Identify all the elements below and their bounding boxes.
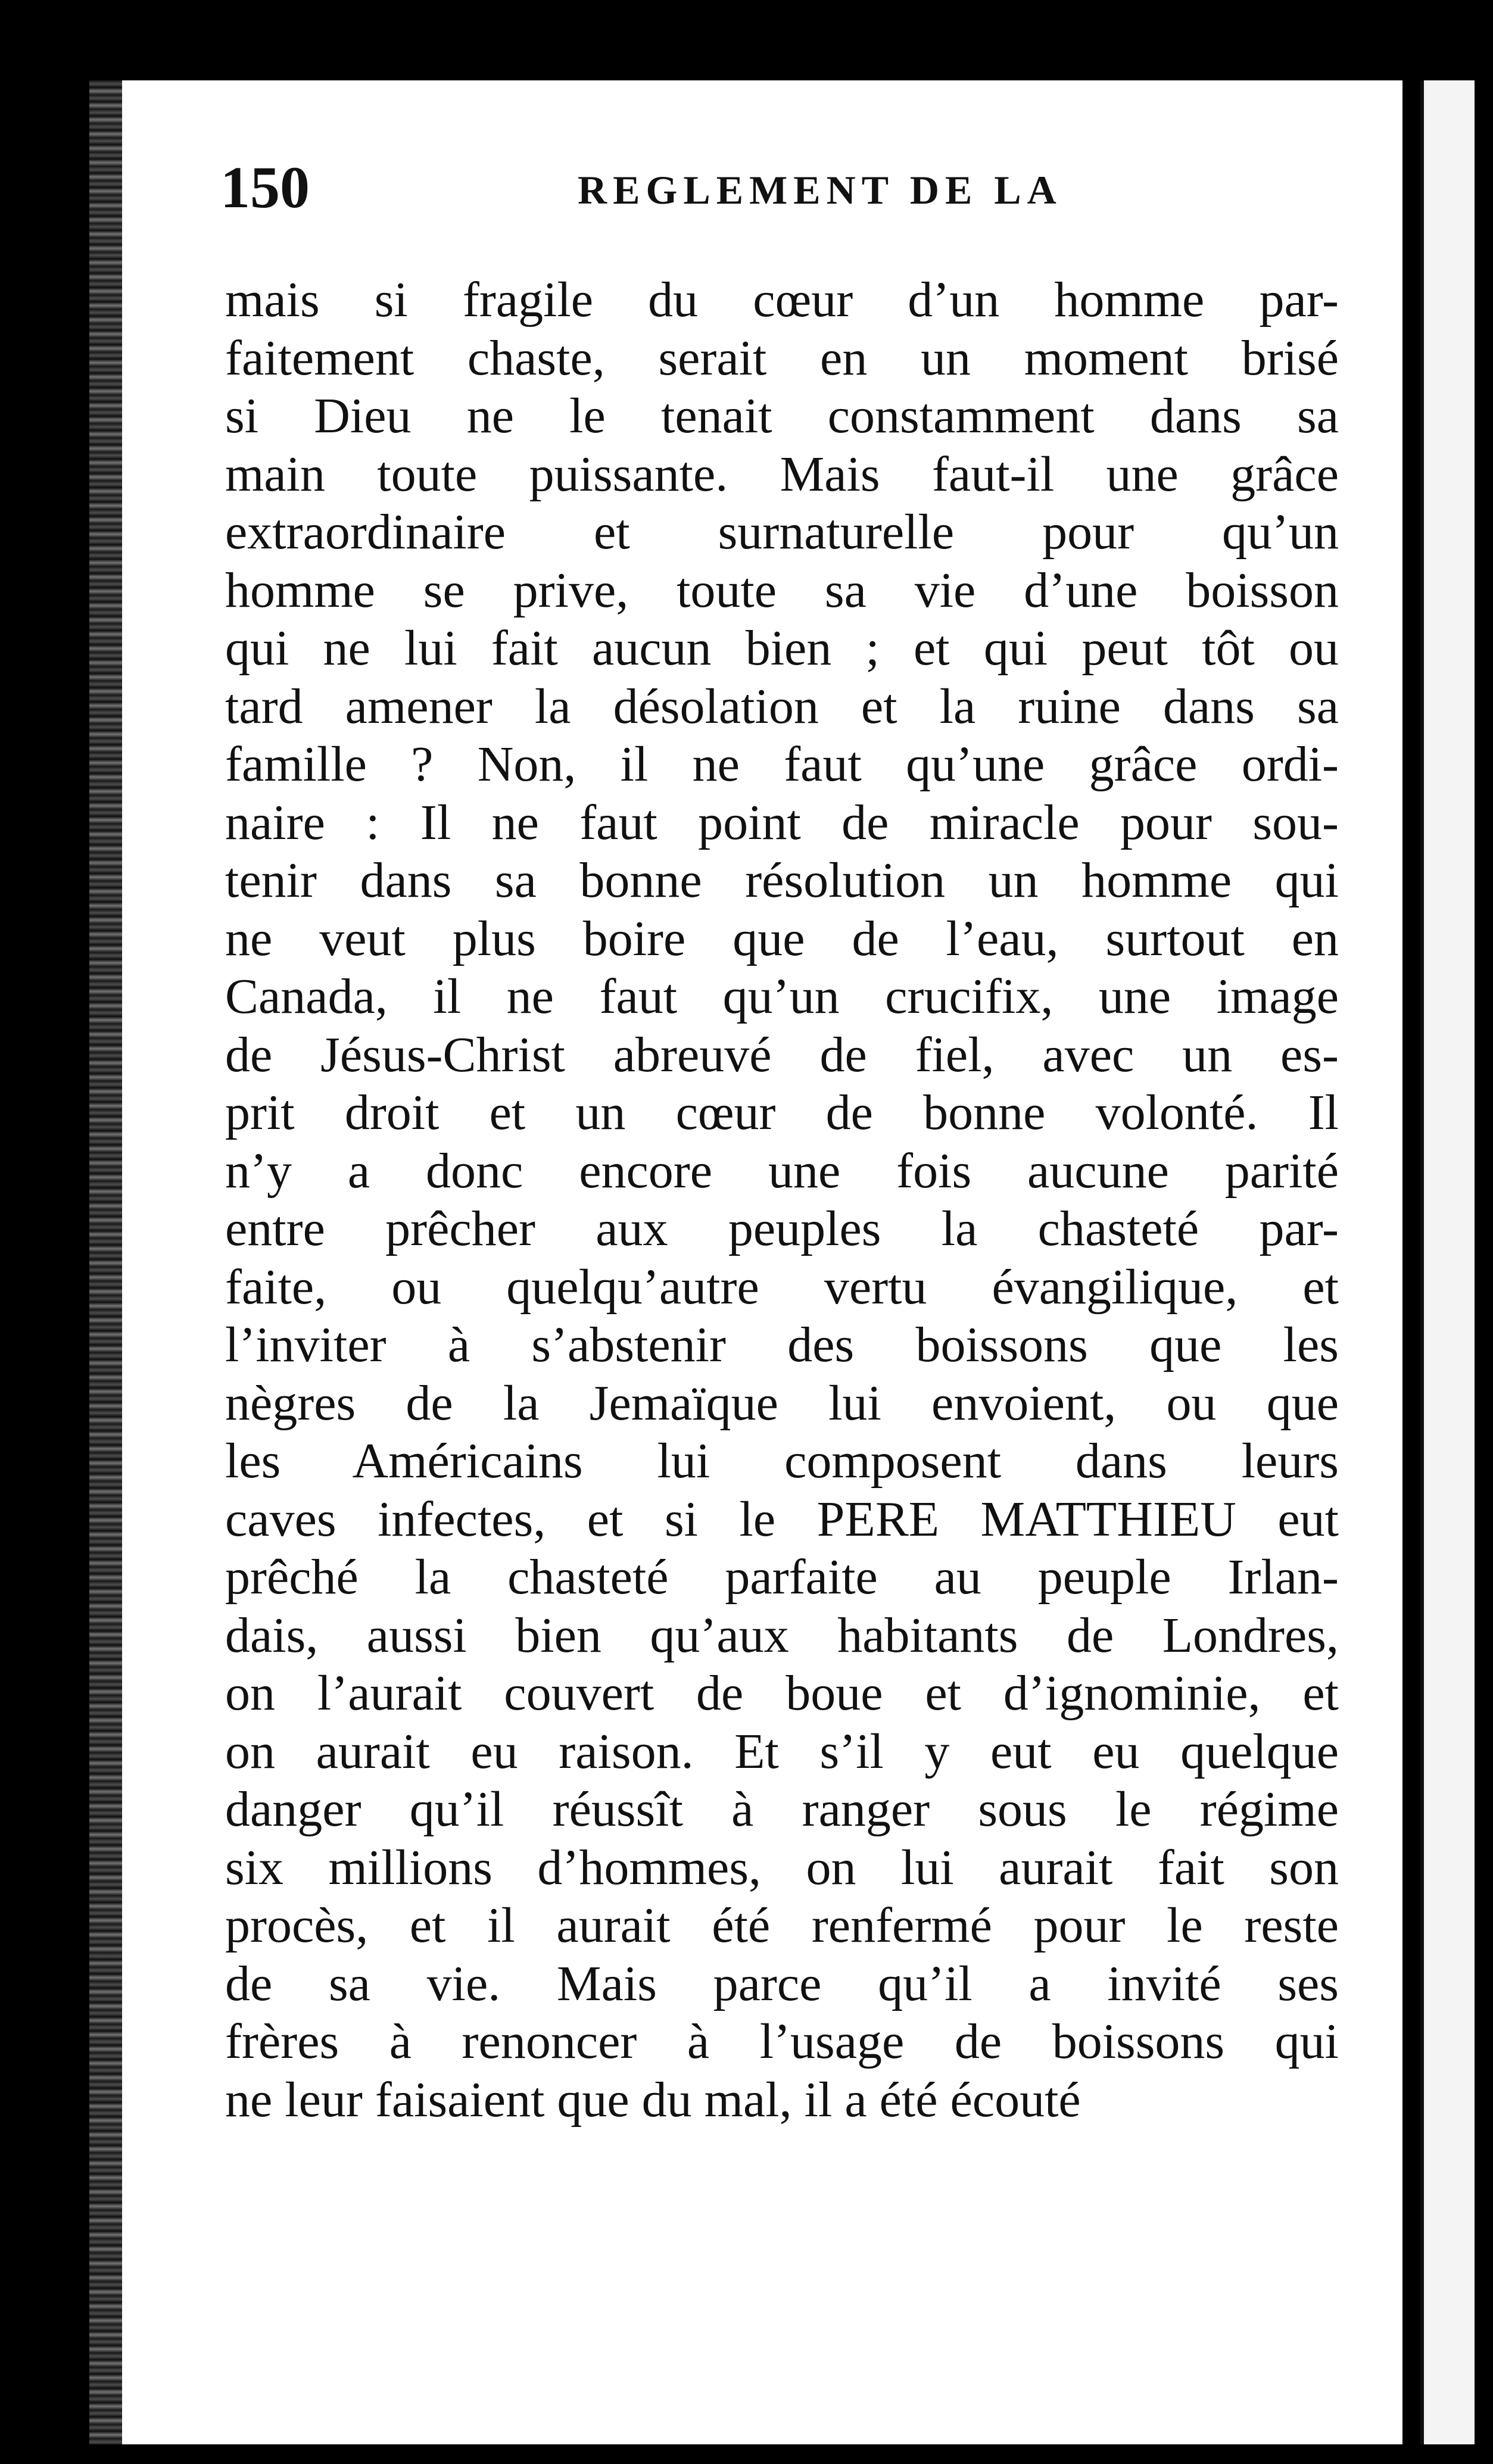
text-line: qui ne lui fait aucun bien ; et qui peut tôt ou	[225, 620, 1339, 676]
text-line: frères à renoncer à l’usage de boissons qui	[225, 2014, 1339, 2069]
text-line: six millions d’hommes, on lui aurait fait son	[225, 1839, 1339, 1895]
text-line: n’y a donc encore une fois aucune parité	[225, 1143, 1339, 1199]
text-line: tard amener la désolation et la ruine dans sa	[225, 678, 1339, 734]
text-line: faitement chaste, serait en un moment brisé	[225, 330, 1339, 386]
text-line: nègres de la Jemaïque lui envoient, ou que	[225, 1375, 1339, 1431]
text-line: on aurait eu raison. Et s’il y eut eu quelque	[225, 1723, 1339, 1779]
running-title: REGLEMENT DE LA	[578, 167, 1062, 213]
text-line: l’inviter à s’abstenir des boissons que les	[225, 1317, 1339, 1373]
text-line: si Dieu ne le tenait constamment dans sa	[225, 388, 1339, 444]
adjacent-page-strip	[1420, 80, 1475, 2444]
text-line: tenir dans sa bonne résolution un homme qui	[225, 853, 1339, 908]
running-head	[220, 152, 1322, 223]
text-line: Canada, il ne faut qu’un crucifix, une image	[225, 969, 1339, 1024]
text-line: de Jésus-Christ abreuvé de fiel, avec un es-	[225, 1027, 1339, 1083]
text-line: de sa vie. Mais parce qu’il a invité ses	[225, 1955, 1339, 2011]
page-number: 150	[220, 154, 310, 220]
binding-edge	[89, 80, 122, 2444]
text-line: ne leur faisaient que du mal, il a été écouté	[225, 2072, 1081, 2128]
text-line: mais si fragile du cœur d’un homme par-	[225, 272, 1339, 328]
text-line: on l’aurait couvert de boue et d’ignominie, et	[225, 1665, 1339, 1721]
text-line: faite, ou quelqu’autre vertu évangilique, et	[225, 1259, 1339, 1315]
text-line: procès, et il aurait été renfermé pour le reste	[225, 1898, 1339, 1953]
body-text	[225, 271, 1339, 2129]
text-line: entre prêcher aux peuples la chasteté par-	[225, 1201, 1339, 1256]
text-line: prêché la chasteté parfaite au peuple Irlan-	[225, 1549, 1339, 1605]
text-line: famille ? Non, il ne faut qu’une grâce ordi-	[225, 737, 1339, 792]
text-line: caves infectes, et si le PERE MATTHIEU eut	[225, 1491, 1339, 1547]
text-line: ne veut plus boire que de l’eau, surtout en	[225, 910, 1339, 966]
text-line: naire : Il ne faut point de miracle pour sou-	[225, 794, 1339, 850]
text-line: homme se prive, toute sa vie d’une boisson	[225, 562, 1339, 618]
text-line: dais, aussi bien qu’aux habitants de Londres,	[225, 1607, 1339, 1663]
text-line: danger qu’il réussît à ranger sous le régime	[225, 1782, 1339, 1837]
text-line: prit droit et un cœur de bonne volonté. Il	[225, 1085, 1339, 1140]
text-line: extraordinaire et surnaturelle pour qu’un	[225, 504, 1339, 560]
text-line: main toute puissante. Mais faut-il une grâce	[225, 446, 1339, 502]
text-line: les Américains lui composent dans leurs	[225, 1433, 1339, 1489]
